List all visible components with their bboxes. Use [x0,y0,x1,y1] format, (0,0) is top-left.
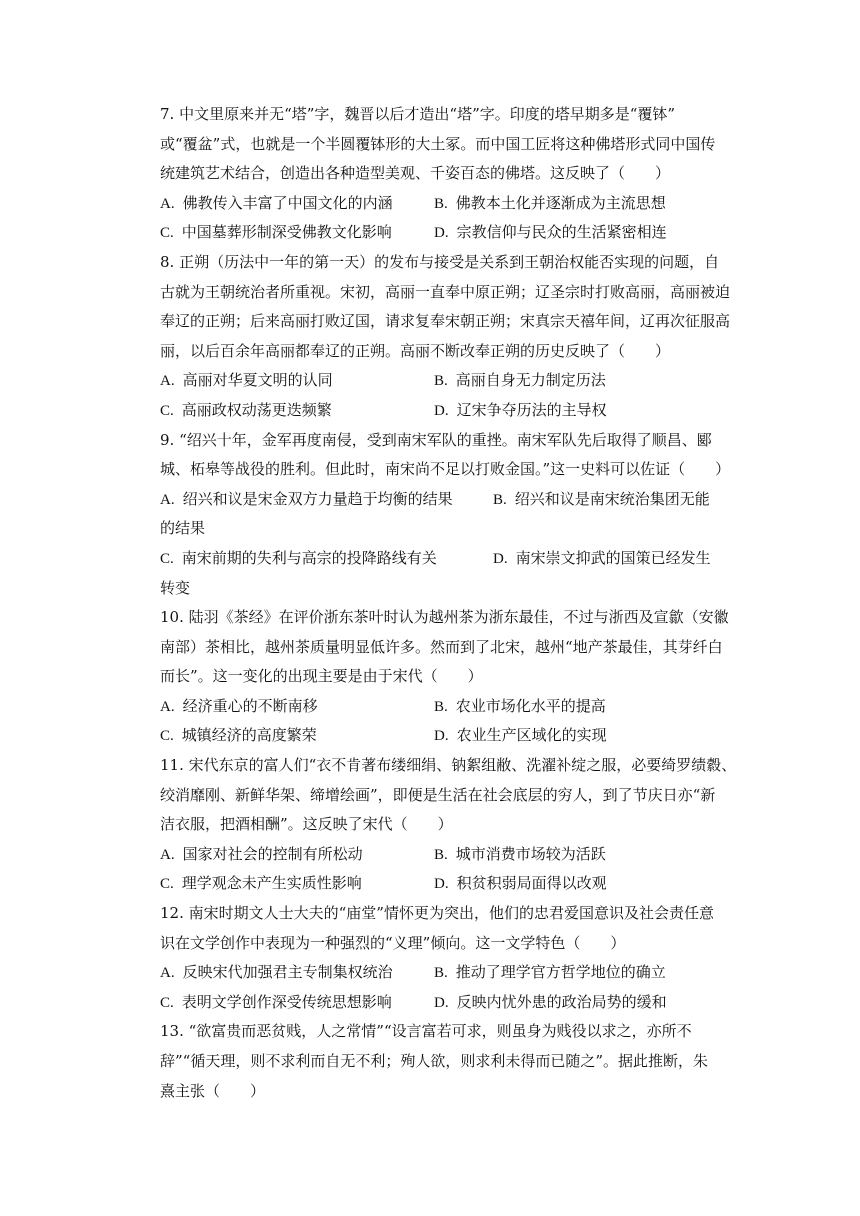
question-stem [160,1017,736,1106]
stem-line: 洁衣服，把酒相酬”。这反映了宋代（ ） [160,815,453,834]
option-continuation: 的结果 [160,519,206,538]
option-continuation: 转变 [160,578,191,597]
options-row [160,366,736,396]
stem-line: 南部）茶相比，越州茶质量明显低许多。然而到了北宋，越州“地产茶最佳，其芽纤白 [160,637,723,656]
option-letter: A. [160,491,175,508]
option-text: 辽宋争夺历法的主导权 [456,400,607,419]
option-text: 宗教信仰与民众的生活紧密相连 [456,223,667,242]
option-d [434,869,736,899]
stem-line: 绞消靡刚、新鲜华架、缔增绘画”，即便是生活在社会底层的穷人，到了节庆日亦“新 [160,785,716,804]
option-a [160,840,434,870]
option-letter: D. [493,550,508,567]
option-text: 绍兴和议是宋金双方力量趋于均衡的结果 [182,489,453,508]
option-text: 佛教传入丰富了中国文化的内涵 [182,193,393,212]
stem-line: 7. 中文里原来并无“塔”字，魏晋以后才造出“塔”字。印度的塔早期多是“覆钵” [160,105,676,123]
option-letter: B. [434,698,448,715]
option-b [434,189,736,219]
stem-line: 8. 正朔（历法中一年的第一天）的发布与接受是关系到王朝治权能否实现的问题，自 [160,252,720,271]
option-c [160,396,434,426]
options-row [160,218,736,248]
option-letter: B. [434,965,448,982]
option-a [160,958,434,988]
options-row [160,544,736,574]
question-stem [160,603,736,692]
option-letter: D. [434,402,449,419]
option-a [160,366,434,396]
options-row [160,721,736,751]
question-10 [160,603,736,751]
option-text: 表明文学创作深受传统思想影响 [181,992,392,1011]
option-letter: C. [160,876,174,893]
option-letter: A. [160,965,175,982]
options-row [160,189,736,219]
options-row [160,485,736,515]
option-letter: C. [160,225,174,242]
stem-line: 9. “绍兴十年，金军再度南侵，受到南宋军队的重挫。南宋军队先后取得了顺昌、郾 [160,430,712,449]
option-b [434,958,736,988]
option-text: 绍兴和议是南宋统治集团无能 [514,489,710,508]
option-text: 城镇经济的高度繁荣 [181,726,317,745]
question-stem [160,751,736,840]
option-text: 国家对社会的控制有所松动 [182,844,363,863]
question-11 [160,751,736,899]
option-letter: A. [160,373,175,390]
option-letter: C. [160,402,174,419]
stem-line: 识在文学创作中表现为一种强烈的“义理”倾向。这一文学特色（ ） [160,933,626,952]
stem-line: 城、柘皋等战役的胜利。但此时，南宋尚不足以打败金国。”这一史料可以佐证（ ） [160,460,731,479]
option-d [493,544,736,574]
question-stem [160,100,736,189]
option-text: 高丽对华夏文明的认同 [182,371,333,390]
question-7 [160,100,736,248]
option-d [434,396,736,426]
option-text: 农业生产区域化的实现 [456,726,607,745]
option-letter: D. [434,225,449,242]
option-letter: A. [160,698,175,715]
options-row [160,692,736,722]
question-9 [160,426,736,604]
option-b [493,485,736,515]
stem-line: 或“覆盆”式，也就是一个半圆覆钵形的大土冢。而中国工匠将这种佛塔形式同中国传 [160,134,716,153]
option-text: 积贫积弱局面得以改观 [456,874,607,893]
option-letter: B. [434,846,448,863]
stem-line: 丽，以后百余年高丽都奉辽的正朔。高丽不断改奉正朔的历史反映了（ ） [160,341,671,360]
option-a [160,189,434,219]
option-a [160,692,434,722]
question-stem [160,899,736,958]
stem-line: 12. 南宋时期文人士大夫的“庙堂”情怀更为突出，他们的忠君爱国意识及社会责任意 [160,904,714,923]
option-c [160,218,434,248]
option-text: 高丽政权动荡更迭频繁 [181,400,332,419]
options-row [160,988,736,1018]
stem-line: 奉辽的正朔；后来高丽打败辽国，请求复奉宋朝正朔；宋真宗天禧年间，辽再次征服高 [160,312,731,331]
question-8 [160,248,736,426]
option-d [434,988,736,1018]
option-text: 城市消费市场较为活跃 [455,844,606,863]
option-c [160,869,434,899]
question-12 [160,899,736,1017]
option-d [434,218,736,248]
option-text: 反映内忧外患的政治局势的缓和 [456,992,667,1011]
stem-line: 统建筑艺术结合，创造出各种造型美观、千姿百态的佛塔。这反映了（ ） [160,164,671,183]
question-stem [160,248,736,366]
option-text: 南宋崇文抑武的国策已经发生 [515,548,711,567]
option-letter: A. [160,846,175,863]
option-letter: C. [160,728,174,745]
option-b [434,840,736,870]
option-c [160,544,493,574]
option-letter: A. [160,195,175,212]
options-row [160,869,736,899]
option-letter: C. [160,994,174,1011]
option-letter: C. [160,550,174,567]
stem-line: 熹主张（ ） [160,1081,266,1100]
option-c [160,721,434,751]
option-letter: D. [434,728,449,745]
options-row [160,840,736,870]
question-stem [160,426,736,485]
option-text: 理学观念未产生实质性影响 [181,874,362,893]
option-a [160,485,493,515]
option-d [434,721,736,751]
option-b [434,366,736,396]
option-text: 高丽自身无力制定历法 [455,371,606,390]
option-letter: D. [434,994,449,1011]
option-letter: B. [434,195,448,212]
option-text: 中国墓葬形制深受佛教文化影响 [181,223,392,242]
stem-line: 而长”。这一变化的出现主要是由于宋代（ ） [160,667,483,686]
option-text: 反映宋代加强君主专制集权统治 [182,963,393,982]
stem-line: 古就为王朝统治者所重视。宋初，高丽一直奉中原正朔；辽圣宗时打败高丽，高丽被迫 [160,282,731,301]
option-text: 南宋前期的失利与高宗的投降路线有关 [181,548,437,567]
stem-line: 10. 陆羽《茶经》在评价浙东茶叶时认为越州茶为浙东最佳，不过与浙西及宣歙（安徽 [160,608,729,627]
exam-page [160,100,736,1106]
option-c [160,988,434,1018]
stem-line: 辞”“循天理，则不求利而自无不利；殉人欲，则求利未得而已随之”。据此推断，朱 [160,1052,709,1070]
option-text: 推动了理学官方哲学地位的确立 [455,963,666,982]
option-b [434,692,736,722]
stem-line: 13. “欲富贵而恶贫贱，人之常情”“设言富若可求，则虽身为贱役以求之，亦所不 [160,1022,692,1041]
option-letter: B. [434,373,448,390]
options-row [160,958,736,988]
options-row [160,396,736,426]
stem-line: 11. 宋代东京的富人们“衣不肯著布缕细绢、钠絮组敝、洗濯补绽之服，必要绮罗绩縠、 [160,756,737,775]
option-text: 佛教本土化并逐渐成为主流思想 [455,193,666,212]
option-text: 农业市场化水平的提高 [455,696,606,715]
option-text: 经济重心的不断南移 [182,696,318,715]
option-letter: D. [434,876,449,893]
option-letter: B. [493,491,507,508]
question-13 [160,1017,736,1106]
